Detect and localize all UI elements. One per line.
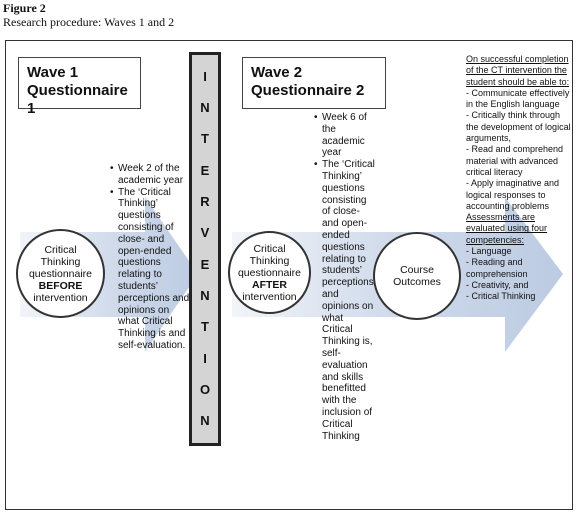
competency-item: - Creativity, and	[466, 279, 529, 290]
wave1-title: Wave 1	[27, 64, 79, 81]
circle-text: intervention	[33, 291, 88, 304]
intervention-bar	[189, 52, 221, 446]
list-item: • The ‘Critical Thinking’ questions consisting of close- and open-ended questions relating to students’ perceptions and opinions on what Critical Thinking is and self-evaluation.	[110, 187, 190, 352]
wave1-title-box	[18, 57, 141, 117]
circle-text: Course	[400, 264, 434, 276]
circle-text: Critical	[253, 242, 286, 255]
outcomes-description	[466, 54, 572, 303]
intervention-letter: I	[203, 350, 207, 366]
list-item: • Week 2 of the academic year	[110, 163, 190, 187]
intervention-letter: I	[203, 68, 207, 84]
intervention-letter: E	[200, 162, 210, 178]
outcomes-heading: On successful completion of the CT intervention the student should be able to:	[466, 54, 570, 87]
circle-text: Thinking	[249, 254, 290, 267]
intervention-letter: N	[200, 287, 210, 303]
circle-text: questionnaire	[237, 266, 302, 279]
outcome-item: - Communicate effectively in the English language	[466, 87, 570, 110]
wave1-details-list	[110, 163, 190, 352]
intervention-letter: N	[200, 413, 210, 429]
circle-text: Outcomes	[393, 276, 441, 288]
intervention-letter: T	[201, 131, 209, 147]
competency-item: - Language	[466, 246, 512, 257]
intervention-letter: E	[200, 256, 210, 272]
intervention-letter: T	[201, 319, 209, 335]
questionnaire-after-circle	[228, 231, 311, 314]
figure-label: Figure 2	[3, 1, 46, 15]
questionnaire-before-circle	[16, 229, 105, 318]
outcome-item: - Critically think through the development of logical arguments,	[466, 110, 571, 144]
outcome-item: - Read and comprehend material with advanced critical literacy	[466, 144, 564, 177]
wave1-subtitle: Questionnaire 1	[27, 82, 128, 117]
outcome-item: - Apply imaginative and logical responses to accounting problems	[466, 178, 560, 211]
wave2-subtitle: Questionnaire 2	[251, 82, 365, 99]
intervention-letter: V	[200, 225, 210, 241]
circle-text: questionnaire	[28, 267, 93, 280]
intervention-letter: N	[200, 99, 210, 115]
circle-emphasis: BEFORE	[38, 279, 83, 292]
circle-text: Thinking	[40, 255, 81, 268]
list-item: • The ‘Critical Thinking’ questions consisting of close-and open-ended questions relating to students’ perceptions and opinions on what Critical Thinking is, self-evaluation and skills benefitted with the inclusion of Critical Thinking	[314, 159, 376, 442]
circle-text: Critical	[44, 243, 77, 256]
list-item: • Week 6 of the academic year	[314, 112, 376, 159]
circle-text: intervention	[242, 290, 297, 303]
circle-emphasis: AFTER	[252, 278, 287, 291]
intervention-letter: O	[199, 381, 211, 397]
competency-item: - Reading and comprehension	[466, 257, 528, 279]
course-outcomes-circle	[373, 232, 461, 320]
wave2-details-list	[314, 112, 376, 442]
intervention-letter: R	[200, 193, 210, 209]
wave2-title-box	[242, 57, 386, 109]
assessment-heading: Assessments are evaluated using four competencies:	[466, 212, 548, 245]
competency-item: - Critical Thinking	[466, 291, 536, 302]
figure-caption: Research procedure: Waves 1 and 2	[3, 15, 175, 29]
wave2-title: Wave 2	[251, 64, 303, 81]
